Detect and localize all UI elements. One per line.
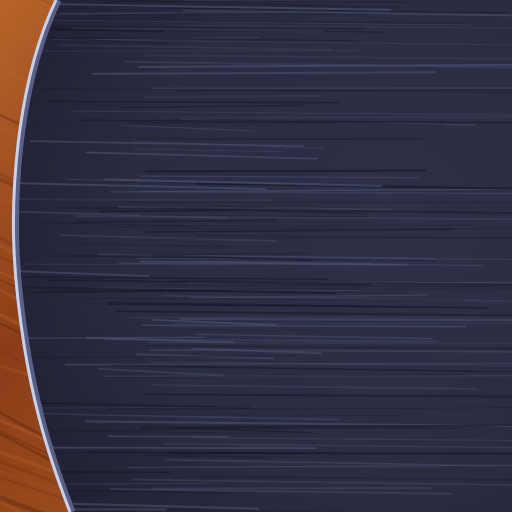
disc-grain-streak: [122, 202, 512, 203]
disc-grain-streak: [153, 488, 432, 489]
disc-grain-streak: [2, 199, 273, 200]
disc-grain-streak: [26, 448, 317, 449]
disc-grain-streak: [151, 88, 512, 89]
disc-grain-streak: [103, 1, 409, 2]
disc-grain-streak: [99, 210, 233, 211]
disc-grain-streak: [145, 171, 426, 172]
